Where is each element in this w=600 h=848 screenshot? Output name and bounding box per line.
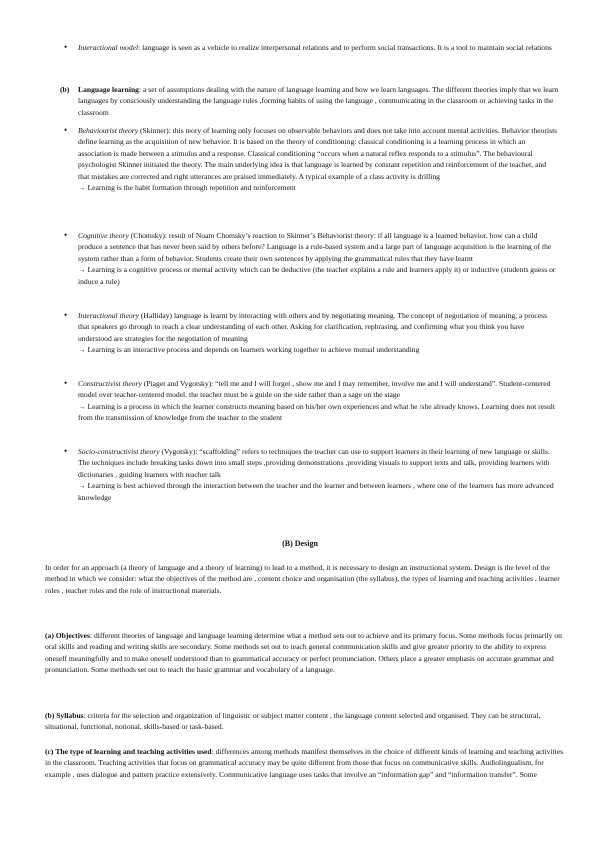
term: Socio-constructivist theory [78, 447, 160, 456]
definition: (Chomsky): result of Noam Chomsky’s reaction to Skinner’s Behaviorist theory: if all language is a learned behavior, how can a child produce a sentence that has never been said by others before? Language is a rule-based system and a large part of language acquisition is the learning of the system rather than a form of behavior. Students create their own sentences by applying the grammatical rules that they have learnt [78, 231, 552, 263]
term: Constructivist theory [78, 379, 142, 388]
definition: : differences among methods manifest themselves in the choice of different kinds of learning and teaching activities in the classroom. Teaching activities that focus on grammatical accuracy may be quite different from those that focus on communicative skills. Audiolingualism, for example , uses dialogue and pattern practice extensively. Communicative language uses tasks that involve an “information gap” and “information transfer”. Some [45, 747, 564, 779]
term: Objectives [55, 631, 90, 640]
theory-item-behaviourist [78, 125, 558, 193]
definition: : criteria for the selection and organization of linguistic or subject matter content , the language content selected and organised. They can be structural, situational, functional, notional, skills-based or task-based. [45, 711, 541, 732]
interactional-model-item [78, 42, 558, 53]
bullet-icon: • [64, 446, 68, 456]
activities-paragraph [45, 746, 565, 780]
definition: : a set of assumptions dealing with the nature of language learning and how we learn languages. The different theories imply that we learn languages by consciously understanding the language rules ,forming habits of using the language , communicating in the classroom or achieving tasks in the classroom [78, 85, 559, 117]
term: Interactional theory [78, 311, 139, 320]
bullet-icon: • [64, 310, 68, 320]
theory-item-interactional [78, 310, 558, 356]
term: Cognitive theory [78, 231, 129, 240]
definition: (Piaget and Vygotsky): “tell me and I will forget , show me and I may remember, involve me and I will understand”. Student-centered model over teacher-centered model. the teacher must be a guide on the side rather than a sage on the stage [78, 379, 551, 400]
definition: : different theories of language and language learning determine what a method sets out to achieve and its primary focus. Some methods focus primarily on oral skills and reading and writing skills are secondary. Some methods set out to teach general communication skills and give greater priority to the ability to express oneself meaningfully and to make oneself understood than to grammatical accuracy or perfect pronunciation. Others place a greater emphasis on accurate grammar and pronunciation. Some methods set out to teach the basic grammar and vocabulary of a language. [45, 631, 562, 675]
learning-note: → Learning is a process in which the learner constructs meaning based on his/her own experiences and what he /she already knows. Learning does not result from the transmission of knowledge from the teacher to the student [78, 401, 555, 423]
objectives-label: (a) [45, 631, 54, 640]
learning-note: → Learning is a cognitive process or mental activity which can be deductive (the teacher explains a rule and learners apply it) or inductive (students guess or induce a rule) [78, 265, 556, 286]
activities-label: (c) [45, 747, 54, 756]
bullet-icon: • [64, 378, 68, 388]
bullet-icon: • [64, 125, 68, 135]
definition: (Skinner): this teory of learning only focuses on observable behaviors and does not take into account mental activities. Behavior theorists define learning as the acquisition of new behavior. It is based on the theory of conditioning: classical conditioning is a learning process in which an association is made between a stimulus and a response. Classical conditioning “occurs when a natural reflex responds to a stimulus”. The behavioural psychologist Skinner initiated the theory. The main underlying idea is that language is learned by constant repetition and reinforcement of the teacher, and that mistakes are corrected and right utterances are praised immediately. A typical example of a class activity is drilling [78, 126, 558, 181]
learning-note: → Learning is an interactive process and depends on learners working together to achieve mutual understanding [78, 345, 420, 355]
term: Behaviourist theory [78, 126, 139, 135]
definition: (Vygotsky): “scaffolding” refers to techniques the teacher can use to support learners in their learning of new language or skills. The techniques include breaking tasks down into small steps ,providing demonstrations ,providing visuals to support texts and talk, providing learners with dictionaries , guiding learners with teacher talk [78, 447, 550, 479]
bullet-icon: • [64, 230, 68, 240]
definition: (Halliday) language is learnt by interacting with others and by negotiating meaning. The concept of negotiation of meaning, a process that speakers go through to reach a clear understanding of each other. Asking for clarification, rephrasing, and confirming what you think you have understood are strategies for the negotiation of meaning [78, 311, 548, 343]
learning-note: → Learning is best achieved through the interaction between the teacher and the learner and between learners , where one of the learners has more advanced knowledge [78, 481, 554, 502]
term: Interactional model [78, 43, 139, 52]
theory-item-constructivist [78, 378, 558, 424]
design-heading: (B) Design [282, 539, 318, 548]
syllabus-paragraph [45, 710, 565, 733]
theory-item-cognitive [78, 230, 558, 287]
section-label: (b) [60, 85, 70, 94]
design-intro-paragraph: In order for an approach (a theory of language and a theory of learning) to lead to a method, it is necessary to design an instructional system. Design is the level of the method in which we consider: what the objectives of the method are , content choice and organisation (the syllabus), the types of learning and teaching activities , learner roles , teacher roles and the role of instructional materials. [45, 563, 560, 595]
term: The type of learning and teaching activities used [55, 747, 212, 756]
term: Language learning [78, 85, 139, 94]
learning-note: → Learning is the habit formation through repetition and reinforcement [78, 183, 296, 193]
objectives-paragraph [45, 630, 565, 676]
term: Syllabus [56, 711, 84, 720]
bullet-icon: • [64, 42, 68, 52]
definition: : language is seen as a vehicle to realize interpersonal relations and to perform social transactions. It is a tool to maintain social relations [138, 43, 552, 52]
syllabus-label: (b) [45, 711, 55, 720]
language-learning-section [78, 84, 564, 118]
theory-item-socio-constructivist [78, 446, 558, 503]
